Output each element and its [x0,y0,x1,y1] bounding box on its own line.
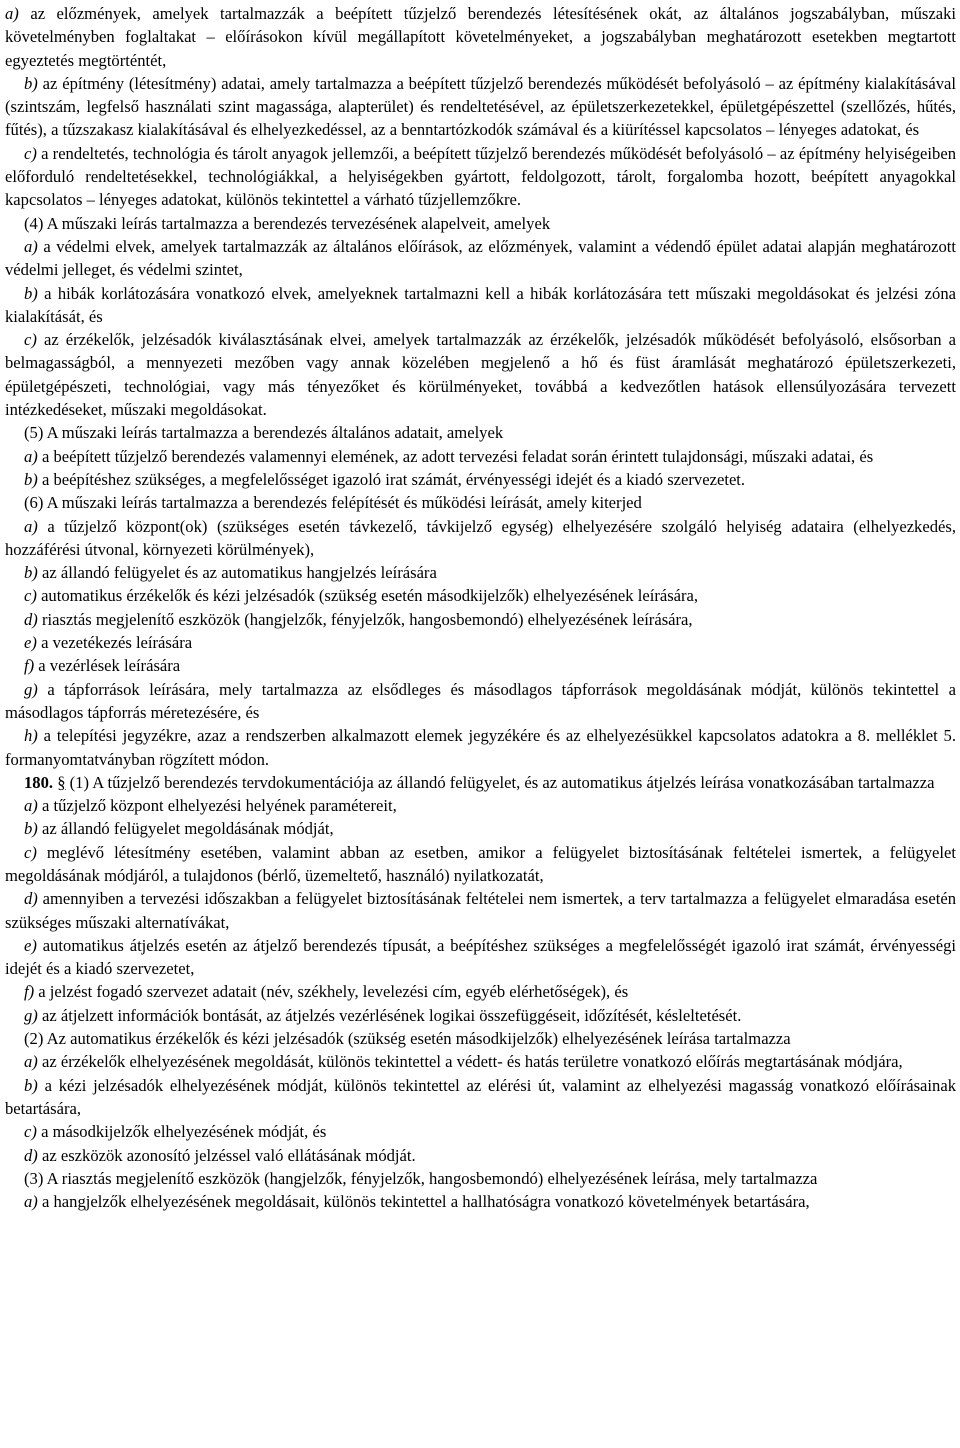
paragraph [5,1027,956,1050]
paragraph [5,584,956,607]
paragraph-text: (2) Az automatikus érzékelők és kézi jelzésadók (szükség esetén másodkijelzők) elhelyezésének leírása tartalmazza [24,1029,791,1049]
paragraph-text: automatikus érzékelők és kézi jelzésadók (szükség esetén másodkijelzők) elhelyezésének leírására, [41,586,699,606]
paragraph-text: az érzékelők elhelyezésének megoldását, különös tekintettel a védett- és hatás területre vonatkozó előírás megtartásának módjára, [41,1052,903,1072]
paragraph-text: a kézi jelzésadók elhelyezésének módját, különös tekintettel az elérési út, valamint az elhelyezési magasság vonatkozó előírásainak betartására, [5,1075,956,1118]
paragraph [5,421,956,444]
paragraph [5,1120,956,1143]
item-label: a) [24,236,38,256]
paragraph-text: a tűzjelző központ(ok) (szükséges esetén távkezelő, távkijelző egység) elhelyezésére szolgáló helyiség adataira (elhelyezkedés, hozzáférési útvonal, környezeti körülmények), [5,516,956,559]
paragraph [5,142,956,212]
paragraph [5,282,956,329]
paragraph [5,678,956,725]
paragraph [5,1074,956,1121]
paragraph [5,980,956,1003]
paragraph-text: a vezérlések leírására [38,656,181,676]
item-label: a) [24,516,38,536]
paragraph [5,841,956,888]
paragraph-text: az előzmények, amelyek tartalmazzák a beépített tűzjelző berendezés létesítésének okát, az általános jogszabályban, műszaki követelményben foglaltakat – előírásokon kívül megállapított követelményeket, a jogszabályban meghatározott esetekben megtartott egyeztetés megtörténtét, [5,4,956,70]
paragraph-text: a jelzést fogadó szervezet adatait (név, székhely, levelezési cím, egyéb elérhetőségek), és [38,982,629,1002]
item-label: f) [24,656,35,676]
item-label: d) [24,609,38,629]
paragraph-text: az állandó felügyelet és az automatikus hangjelzés leírására [41,563,437,583]
paragraph-text: (1) A tűzjelző berendezés tervdokumentációja az állandó felügyelet, és az automatikus átjelzés leírása vonatkozásában tartalmazza [69,772,935,792]
paragraph-text: a hangjelzők elhelyezésének megoldásait, különös tekintettel a hallhatóságra vonatkozó követelmények betartására, [41,1192,810,1212]
paragraph-text: az érzékelők, jelzésadók kiválasztásának elvei, amelyek tartalmazzák az érzékelők, jelzésadók működését befolyásoló, elsősorban a belmagasságból, a mennyezeti mezőben vagy annak közelében megjelenő a hő és füst áramlását meghatározó épületszerkezeti, épületgépészeti, technológiai, vagy más tényezőket és körülményeket, továbbá a kedvezőtlen hatások ellensúlyozására tervezett intézkedéseket, műszaki megoldásokat. [5,330,956,420]
paragraph [5,631,956,654]
paragraph [5,235,956,282]
paragraph-text: automatikus átjelzés esetén az átjelző berendezés típusát, a beépítéshez szükséges a megfelelősségét igazoló irat számát, érvényességi idejét és a kiadó szervezetet, [5,935,956,979]
item-label: c) [24,330,37,350]
section-sign: § [57,772,66,792]
paragraph [5,887,956,934]
paragraph [5,1144,956,1167]
paragraph-text: az eszközök azonosító jelzéssel való ellátásának módját. [41,1145,416,1165]
paragraph-text: a tűzjelző központ elhelyezési helyének paramétereit, [41,796,397,816]
paragraph-text: (3) A riasztás megjelenítő eszközök (hangjelzők, fényjelzők, hangosbemondó) elhelyezésének leírása, mely tartalmazza [24,1168,818,1188]
item-label: h) [24,726,38,746]
item-label: e) [24,633,37,653]
paragraph-text: (6) A műszaki leírás tartalmazza a berendezés felépítését és működési leírását, amely kiterjed [24,493,642,513]
item-label: a) [24,796,38,816]
paragraph-text: a vezetékezés leírására [41,633,193,653]
paragraph [5,794,956,817]
paragraph-text: a tápforrások leírására, mely tartalmazza az elsődleges és másodlagos tápforrások megoldásának módját, különös tekintettel a másodlagos tápforrás méretezésére, és [5,679,956,722]
item-label: b) [24,819,38,839]
item-label: c) [24,1122,37,1142]
paragraph-text: a védelmi elvek, amelyek tartalmazzák az általános előírások, az előzmények, valamint a védendő épület adatai alapján meghatározott védelmi jelleget, és védelmi szintet, [5,236,956,280]
paragraph-text: (4) A műszaki leírás tartalmazza a berendezés tervezésének alapelveit, amelyek [24,213,551,233]
paragraph-text: az építmény (létesítmény) adatai, amely tartalmazza a beépített tűzjelző berendezés működését befolyásoló – az építmény kialakításával (szintszám, legfelső használati szint magassága, alapterület) és rendeltetésével, az épületszerkezetekkel, épületgépészettel (szellőzés, hűtés, fűtés), a tűzszakasz kialakításával és elhelyezkedéssel, az a benntartózkodók számával és a kiürítéssel kapcsolatos – lényeges adatokat, és [5,73,956,140]
paragraph [5,817,956,840]
item-label: e) [24,935,37,955]
paragraph-text: az átjelzett információk bontását, az átjelzés vezérlésének logikai összefüggéseit, időzítését, késleltetését. [41,1005,742,1025]
item-label: c) [24,842,37,862]
item-label: b) [24,1075,38,1095]
paragraph-text: a beépítéshez szükséges, a megfelelősséget igazoló irat számát, érvényességi idejét és a kiadó szervezetet. [41,469,746,489]
paragraph-text: a telepítési jegyzékre, azaz a rendszerben alkalmazott elemek jegyzékére és az elhelyezésükkel kapcsolatos adatokra a 8. melléklet 5. formanyomtatványban rögzített módon. [5,726,956,769]
section-number: 180. [24,772,54,792]
paragraph-text: a beépített tűzjelző berendezés valamennyi elemének, az adott tervezési feladat során érintett tulajdonsági, műszaki adatai, és [41,446,874,466]
item-label: a) [24,1192,38,1212]
paragraph-text: a másodkijelzők elhelyezésének módját, és [41,1122,327,1142]
paragraph [5,212,956,235]
paragraph [5,1190,956,1213]
item-label: b) [24,73,38,93]
paragraph-text: a rendeltetés, technológia és tárolt anyagok jellemzői, a beépített tűzjelző berendezés működését befolyásoló – az építmény helyiségeiben előforduló rendeltetésekkel, technológiákkal, a helyiségekben gyártott, feldolgozott, tárolt, forgalomba hozott, beépített anyagokkal kapcsolatos – lényeges adatokat, különös tekintettel a várható tűzjellemzőkre. [5,143,956,210]
paragraph [5,2,956,72]
paragraph [5,491,956,514]
paragraph-text: meglévő létesítmény esetében, valamint abban az esetben, amikor a felügyelet biztosításának feltételei ismertek, a felügyelet megoldásának módjáról, a tulajdonos (bérlő, üzemeltető, használó) nyilatkozatát, [5,842,956,885]
paragraph [5,1050,956,1073]
item-label: c) [24,143,37,163]
paragraph [5,1004,956,1027]
item-label: d) [24,1145,38,1165]
paragraph [5,608,956,631]
paragraph [5,1167,956,1190]
paragraph [5,72,956,142]
item-label: a) [24,446,38,466]
paragraph [5,771,956,794]
paragraph [5,445,956,468]
paragraph [5,934,956,981]
paragraph [5,468,956,491]
paragraph [5,515,956,562]
item-label: b) [24,469,38,489]
item-label: d) [24,889,38,909]
paragraph-text: az állandó felügyelet megoldásának módját, [41,819,334,839]
item-label: a) [5,4,19,23]
paragraph [5,561,956,584]
item-label: f) [24,982,35,1002]
item-label: g) [24,1005,38,1025]
item-label: b) [24,283,38,303]
paragraph [5,654,956,677]
paragraph [5,724,956,771]
paragraph-text: amennyiben a tervezési időszakban a felügyelet biztosításának feltételei nem ismertek, a terv tartalmazza a felügyelet elmaradása esetén szükséges műszaki alternatívákat, [5,889,956,932]
item-label: a) [24,1052,38,1072]
item-label: g) [24,679,38,699]
paragraph-text: a hibák korlátozására vonatkozó elvek, amelyeknek tartalmazni kell a hibák korlátozására tett műszaki megoldásokat és jelzési zóna kialakítását, és [5,283,956,326]
paragraph-text: (5) A műszaki leírás tartalmazza a berendezés általános adatait, amelyek [24,423,504,443]
item-label: b) [24,563,38,583]
paragraph-text: riasztás megjelenítő eszközök (hangjelzők, fényjelzők, hangosbemondó) elhelyezésének leírására, [41,609,693,629]
item-label: c) [24,586,37,606]
paragraph [5,328,956,421]
